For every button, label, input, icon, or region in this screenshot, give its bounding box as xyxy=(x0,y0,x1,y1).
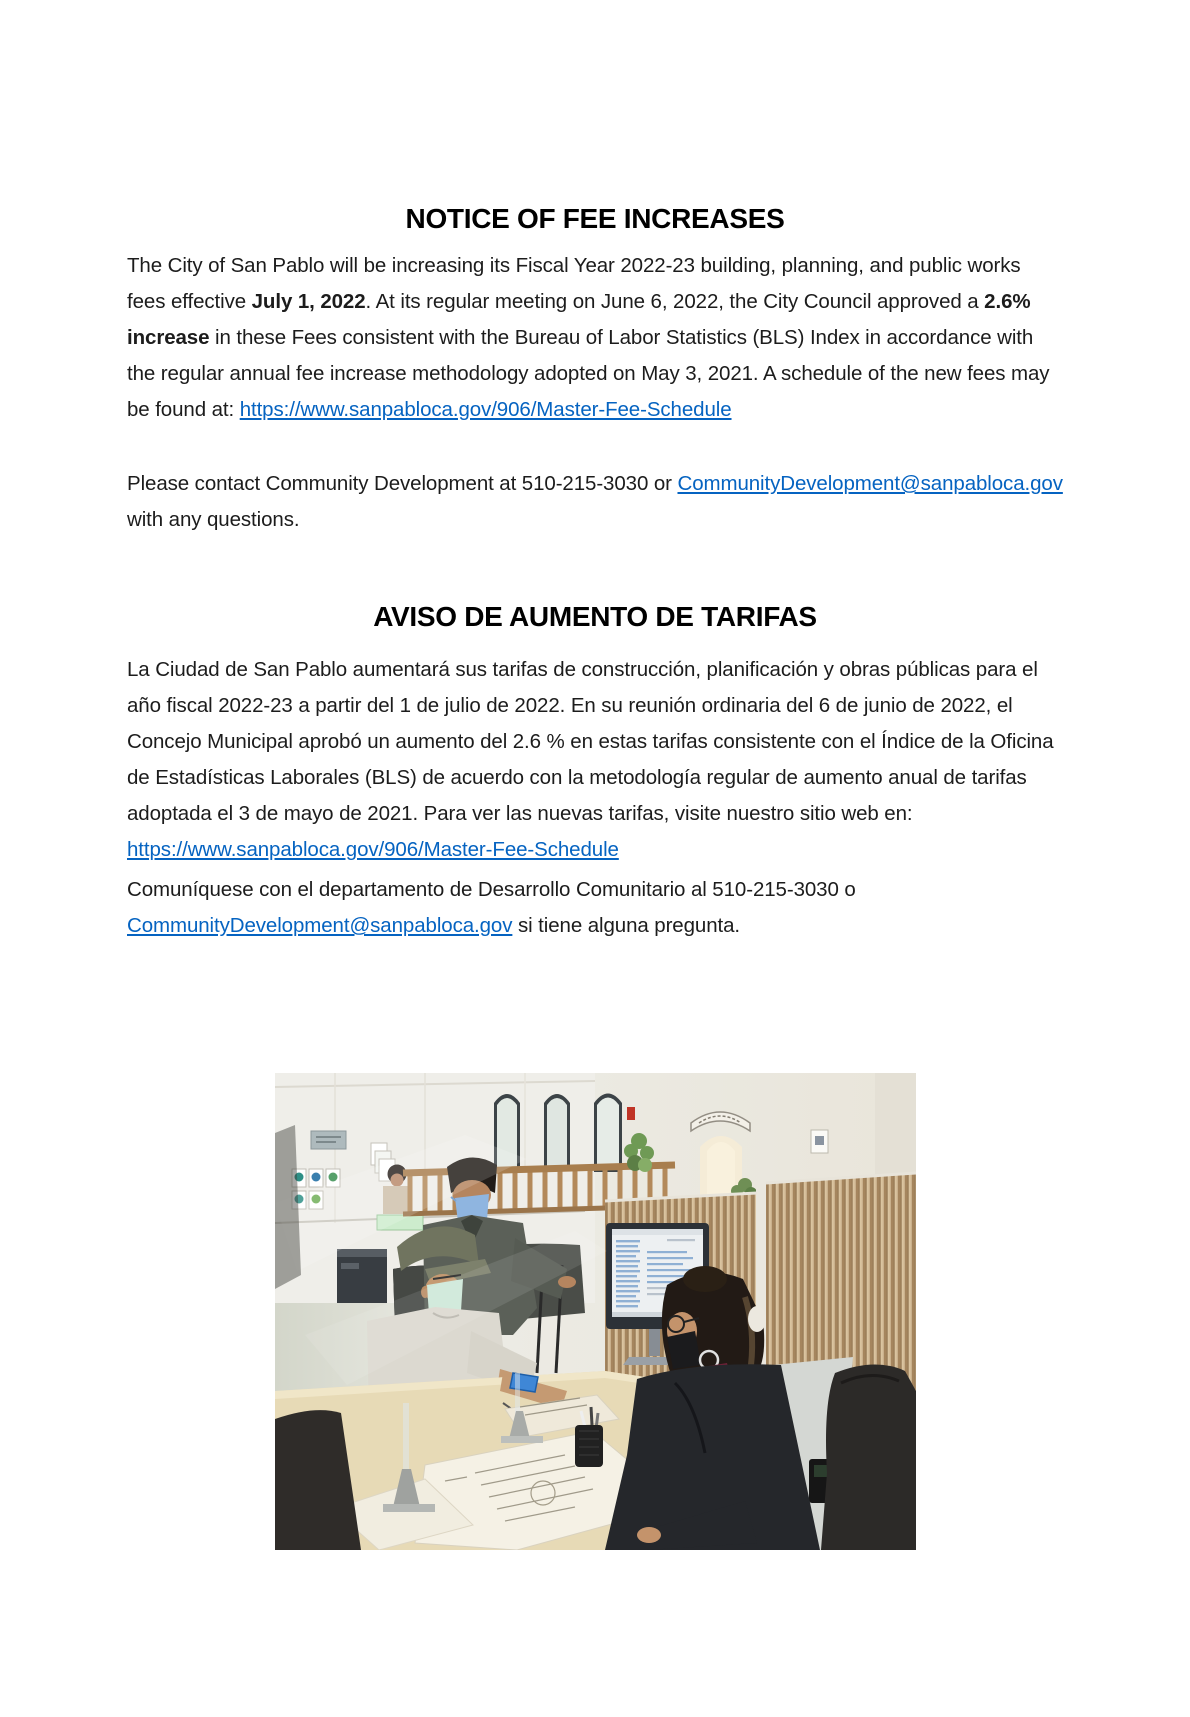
office-counter-photo-svg xyxy=(275,1073,916,1550)
fee-schedule-link-en[interactable]: https://www.sanpabloca.gov/906/Master-Fee-Schedule xyxy=(239,398,732,421)
spanish-paragraph-2 xyxy=(127,872,1063,944)
community-development-email-link-es[interactable]: CommunityDevelopment@sanpabloca.gov xyxy=(127,914,513,937)
es-p2-text-2: si tiene alguna pregunta. xyxy=(512,914,740,937)
en-p1-text-1: The City of San Pablo will be increasing its Fiscal Year 2022-23 building, planning, and public works fees effective xyxy=(127,254,1021,313)
en-p1-bold-date: July 1, 2022 xyxy=(251,290,366,313)
en-p2-text-2: with any questions. xyxy=(127,508,300,531)
spanish-paragraph-1 xyxy=(127,652,1063,868)
en-p1-bold-increase: 2.6% increase xyxy=(127,290,1031,349)
en-p2-text-1: Please contact Community Development at 510-215-3030 or xyxy=(127,472,678,495)
copier xyxy=(337,1249,387,1303)
community-development-email-link-en[interactable]: CommunityDevelopment@sanpabloca.gov xyxy=(677,472,1063,495)
english-paragraph-1 xyxy=(127,248,1063,428)
wall-sign xyxy=(811,1130,828,1153)
fee-schedule-link-es[interactable]: https://www.sanpabloca.gov/906/Master-Fee-Schedule xyxy=(127,838,619,861)
english-title: NOTICE OF FEE INCREASES xyxy=(405,203,785,234)
en-p1-text-3: in these Fees consistent with the Bureau of Labor Statistics (BLS) Index in accordance with the regular annual fee increase methodology adopted on May 3, 2021. A schedule of the new fees may be found at: xyxy=(127,326,1050,421)
english-paragraph-2 xyxy=(127,466,1063,538)
es-p1-text-1: La Ciudad de San Pablo aumentará sus tarifas de construcción, planificación y obras públicas para el año fiscal 2022-23 a partir del 1 de julio de 2022. En su reunión ordinaria del 6 de junio de 2022, el Concejo Municipal aprobó un aumento del 2.6 % en estas tarifas consistente con el Índice de la Oficina de Estadísticas Laborales (BLS) de acuerdo con la metodología regular de aumento anual de tarifas adoptada el 3 de mayo de 2021. Para ver las nuevas tarifas, visite nuestro sitio web en: xyxy=(127,658,1054,825)
fire-alarm xyxy=(627,1107,635,1120)
spanish-title: AVISO DE AUMENTO DE TARIFAS xyxy=(373,601,817,632)
office-chair xyxy=(821,1364,916,1550)
en-p1-text-2: . At its regular meeting on June 6, 2022, the City Council approved a xyxy=(365,290,985,313)
es-p2-text-1: Comuníquese con el departamento de Desarrollo Comunitario al 510-215-3030 o xyxy=(127,878,856,901)
office-counter-photo xyxy=(275,1073,916,1550)
